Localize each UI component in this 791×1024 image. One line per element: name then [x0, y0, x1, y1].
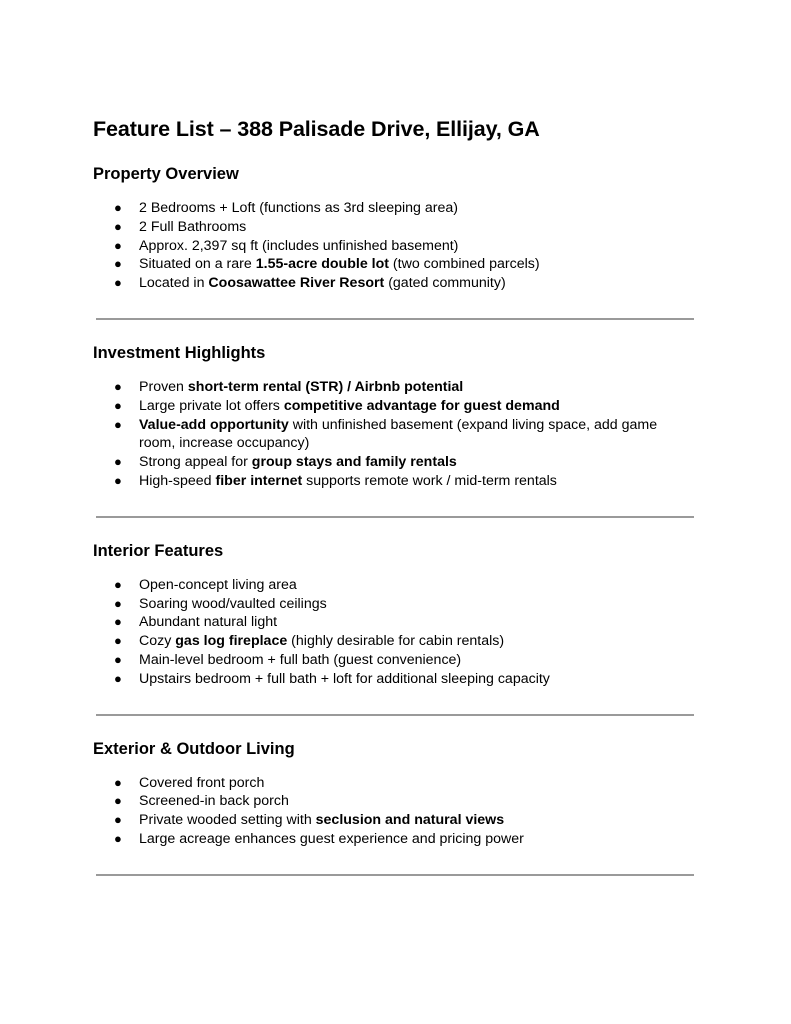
list-item [93, 595, 679, 614]
bullet-icon: ● [114, 651, 122, 667]
text: Abundant natural light [139, 614, 278, 631]
text: Large private lot offers [139, 397, 284, 414]
list-item [93, 453, 679, 472]
bullet-icon: ● [114, 633, 122, 649]
bullet-icon: ● [114, 595, 122, 611]
bullet-icon: ● [114, 670, 122, 686]
section-heading-exterior-outdoor-living: Exterior & Outdoor Living [93, 739, 295, 758]
feature-list-investment-highlights [93, 378, 703, 491]
list-item [93, 274, 679, 293]
list-item [93, 378, 679, 397]
bullet-icon: ● [114, 275, 122, 291]
bullet-icon: ● [114, 378, 122, 394]
text: Located in [139, 275, 209, 292]
bold-text: 1.55-acre double lot [255, 256, 389, 273]
list-item [93, 218, 679, 237]
list-item [93, 613, 679, 632]
feature-list-interior-features [93, 576, 703, 689]
bullet-icon: ● [114, 200, 122, 215]
list-item [93, 416, 679, 454]
bullet-icon: ● [114, 454, 122, 470]
list-item [93, 774, 679, 793]
bold-text: fiber internet [215, 472, 303, 489]
section-heading-interior-features: Interior Features [93, 541, 224, 560]
list-item [93, 237, 679, 256]
section-heading-investment-highlights: Investment Highlights [93, 343, 266, 362]
document-body [93, 114, 703, 876]
text: supports remote work / mid-term rentals [302, 472, 557, 489]
list-item [93, 255, 679, 274]
text: Soaring wood/vaulted ceilings [139, 595, 327, 612]
bold-text: gas log fireplace [175, 633, 288, 650]
bullet-icon: ● [114, 830, 122, 846]
bold-text: seclusion and natural views [315, 812, 505, 829]
bold-text: short-term rental (STR) / Airbnb potential [187, 378, 464, 395]
bullet-icon: ● [114, 397, 122, 413]
bullet-icon: ● [114, 416, 122, 432]
text: Main-level bedroom + full bath (guest convenience) [139, 651, 462, 668]
text: Screened-in back porch [139, 793, 289, 810]
bullet-icon: ● [114, 793, 122, 809]
bullet-icon: ● [114, 614, 122, 630]
bullet-icon: ● [114, 576, 122, 592]
bold-text: group stays and family rentals [251, 454, 457, 471]
list-item [93, 576, 679, 595]
text: (gated community) [384, 275, 506, 292]
bold-text: Value-add opportunity [139, 416, 289, 433]
text: with unfinished basement (expand living space, add game room, increase occupancy) [139, 416, 658, 452]
list-item [93, 811, 679, 830]
text: Approx. 2,397 sq ft (includes unfinished basement) [139, 237, 459, 254]
text: Strong appeal for [139, 454, 252, 471]
bullet-icon: ● [114, 472, 122, 488]
bullet-icon: ● [114, 812, 122, 828]
bullet-icon: ● [114, 218, 122, 234]
text: Private wooded setting with [139, 812, 316, 829]
bullet-icon: ● [114, 256, 122, 272]
list-item [93, 199, 679, 218]
feature-list-exterior-outdoor-living [93, 774, 703, 849]
section-heading-property-overview: Property Overview [93, 165, 239, 183]
bold-text: Coosawattee River Resort [208, 275, 385, 292]
text: Covered front porch [139, 774, 265, 791]
text: Situated on a rare [139, 256, 256, 273]
text: High-speed [139, 472, 216, 489]
text: (highly desirable for cabin rentals) [287, 633, 505, 650]
bullet-icon: ● [114, 237, 122, 253]
section-divider [96, 874, 694, 876]
list-item [93, 632, 679, 651]
text: 2 Full Bathrooms [139, 218, 247, 235]
text: Large acreage enhances guest experience and pricing power [139, 830, 524, 847]
text: (two combined parcels) [388, 256, 540, 273]
bullet-icon: ● [114, 774, 122, 790]
list-item [93, 792, 679, 811]
document-title: Feature List – 388 Palisade Drive, Ellijay, GA [93, 117, 540, 141]
text: 2 Bedrooms + Loft (functions as 3rd sleeping area) [139, 200, 459, 216]
list-item [93, 472, 679, 491]
text: Open-concept living area [139, 576, 297, 593]
list-item [93, 830, 679, 849]
sections-container [93, 163, 703, 876]
text: Proven [139, 378, 188, 395]
text: Cozy [139, 633, 176, 650]
list-item [93, 651, 679, 670]
text: Upstairs bedroom + full bath + loft for additional sleeping capacity [139, 670, 550, 687]
list-item [93, 670, 679, 689]
feature-list-property-overview [93, 199, 703, 293]
list-item [93, 397, 679, 416]
bold-text: competitive advantage for guest demand [283, 397, 560, 414]
